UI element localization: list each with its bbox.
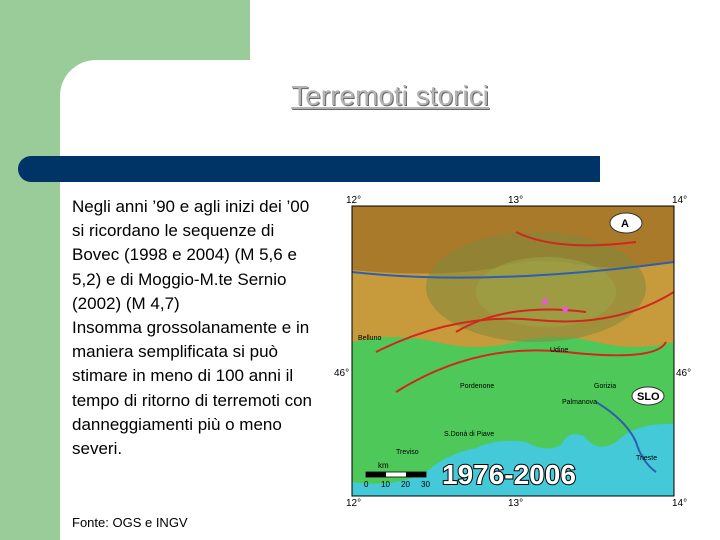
scale-tick-20: 20: [401, 480, 410, 489]
scale-tick-0: 0: [364, 480, 369, 489]
place-udine: Udine: [550, 347, 569, 354]
place-palmanova: Palmanova: [562, 399, 598, 406]
place-san-dona: S.Donà di Piave: [444, 431, 495, 438]
title-divider-bar: [18, 156, 600, 182]
lon-label-14-bottom: 14°: [672, 498, 688, 509]
lat-label-right: 46°: [676, 368, 692, 379]
country-slo-label: SLO: [637, 391, 660, 403]
lon-label-13: 13°: [508, 195, 524, 206]
scale-tick-30: 30: [421, 480, 430, 489]
place-trieste: Trieste: [636, 455, 658, 462]
scale-unit: km: [378, 461, 389, 470]
body-text: [72, 195, 322, 461]
place-pordenone: Pordenone: [460, 383, 495, 390]
earthquake-cluster-core: [476, 257, 616, 327]
epicenter-star-moggio: ★: [559, 301, 572, 317]
source-note: Fonte: OGS e INGV: [72, 515, 188, 530]
epicenter-star-bovec: ★: [539, 293, 552, 309]
place-gorizia: Gorizia: [594, 383, 617, 390]
paragraph-return-time: Insomma grossolanamente e in maniera semplificata si può stimare in meno di 100 anni il tempo di ritorno di terremoti con danneggiamenti più o meno severi.: [72, 318, 312, 459]
lon-label-12: 12°: [346, 195, 362, 206]
place-belluno: Belluno: [358, 335, 382, 342]
lon-label-13-bottom: 13°: [508, 498, 524, 509]
map-svg: [334, 192, 692, 509]
country-a-label: A: [621, 218, 629, 230]
seismicity-map: [334, 192, 692, 509]
period-label: 1976-2006: [442, 459, 576, 490]
paragraph-sequences: Negli anni ’90 e agli inizi dei ’00 si ricordano le sequenze di Bovec (1998 e 2004) (M 5,6 e 5,2) e di Moggio-M.te Sernio (2002) (M 4,7): [72, 197, 310, 313]
slide-title: Terremoti storici: [291, 80, 489, 111]
lon-label-12-bottom: 12°: [346, 498, 362, 509]
place-treviso: Treviso: [396, 449, 419, 456]
scale-tick-10: 10: [381, 480, 390, 489]
lon-label-14: 14°: [672, 195, 688, 206]
lat-label-left: 46°: [334, 368, 350, 379]
